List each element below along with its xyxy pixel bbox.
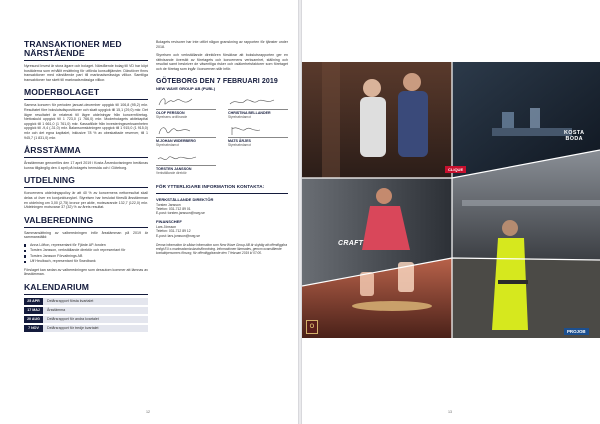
contact-email: E-post: lars.jonsson@nwg.se: [156, 233, 200, 238]
list-item: Ulf Heulbach, representant för Swedbank: [24, 259, 148, 264]
heading-contact: FÖR YTTERLIGARE INFORMATION KONTAKTA:: [156, 183, 265, 189]
signature-row: [156, 123, 288, 147]
divider: [24, 227, 148, 228]
list-item: Anna Löfton, representant för Fjärde AP-fonden: [24, 243, 148, 248]
text-utdelning: Koncernens utdelningspolicy är att 40 % av koncernens nettoresultat skall delas ut över en konjunkturcykel. Styrelsen har beslutat föreslå årsstämman en utdelning om 3,00 (2,75) kronor per aktie, motsvarande 132,7 (122,0) mkr. Utdelningen motsvarar 37 (32) % av årets resultat.: [24, 191, 148, 210]
signature-block: M.JOHAN WIDERBERG Styrelseledamot: [156, 123, 216, 147]
bullet-square-icon: [24, 244, 26, 246]
signature-block: MATS ÅRJES Styrelseledamot: [228, 123, 288, 147]
calendar-date: 17 MAJ: [24, 307, 43, 314]
left-page: [0, 0, 298, 424]
text-arsstamma: Årsstämman genomförs den 17 april 2019 i Kosta Årsredovisningen beräknas kunna tillgänglig den 4 april på bolagets hemsida och i Göteborg.: [24, 161, 148, 170]
signature-icon: [156, 123, 206, 137]
calendar-event: Delårsrapport för tredje kvartalet: [43, 325, 148, 332]
contact-name: Torsten Jansson: [156, 202, 181, 207]
calendar-date: 7 NOV: [24, 325, 43, 332]
heading-valberedning: VALBEREDNING: [24, 214, 94, 225]
divider: [24, 157, 148, 158]
divider: [156, 193, 288, 194]
contact-heading: VERKSTÄLLANDE DIREKTÖR: [156, 196, 214, 202]
calendar-date: 25 APR: [24, 298, 43, 305]
signature-icon: [156, 95, 206, 109]
brand-photo-collage: [302, 0, 600, 424]
logo-projob: PROJOB: [564, 328, 589, 335]
signature-icon: [156, 151, 206, 165]
calendar-event: Delårsrapport för andra kvartalet: [43, 316, 148, 323]
left-column: [24, 40, 148, 338]
heading-utdelning: UTDELNING: [24, 175, 76, 186]
signature-block: CHRISTINA BELLANDER Styrelseledamot: [228, 95, 288, 119]
right-column: [156, 40, 288, 256]
section-kalendarium: [24, 283, 148, 332]
signature-icon: [228, 95, 278, 109]
bullet-square-icon: [24, 250, 26, 252]
divider: [24, 99, 148, 100]
signature-block: TORSTEN JANSSON Verkställande direktör: [156, 151, 216, 175]
heading-kalendarium: KALENDARIUM: [24, 281, 90, 292]
page-number: 13: [448, 410, 452, 414]
signature-block: OLOF PERSSON Styrelsens ordförande: [156, 95, 216, 119]
logo-kosta-boda: KOSTA BODA: [564, 130, 585, 142]
section-arsstamma: [24, 146, 148, 170]
calendar-row: [24, 298, 148, 305]
logo-craft: CRAFT: [338, 240, 364, 247]
contact-email: E-post: torsten.jansson@nwg.se: [156, 211, 205, 216]
text-revisorer: Bolagets revisorer har inte utfört någon granskning av rapporten för tjänster under 2018.: [156, 40, 288, 49]
contact-section: [156, 183, 288, 256]
contact-name: Lars Jönsson: [156, 224, 177, 229]
signature-row: [156, 95, 288, 119]
contact-heading: FINANSCHEF: [156, 218, 182, 224]
contact-phone: Telefon: 031-712 89 01: [156, 206, 191, 211]
section-valberedning: [24, 216, 148, 277]
signature-row: [156, 151, 288, 175]
contact-phone: Telefon: 031-712 89 12: [156, 229, 191, 234]
text-styrelsen: Styrelsen och verkställande direktören försäkrar att bokslutsrapporten ger en rättvisande översikt av företagets och koncernens verksamhet, ställning och resultat samt beskriver de väsentliga risker och osäkerhetsfaktorer som företaget och de företag som ingår i koncernen står inför.: [156, 53, 288, 71]
page-number: 12: [146, 410, 150, 414]
calendar-row: [24, 316, 148, 323]
divider: [24, 60, 148, 61]
section-transaktioner: [24, 40, 148, 82]
calendar-event: Delårsrapport första kvartalet: [43, 298, 148, 305]
section-moderbolaget: [24, 88, 148, 140]
divider: [24, 294, 148, 295]
valberedning-list: [24, 243, 148, 265]
calendar-row: [24, 325, 148, 332]
heading-signing: GÖTEBORG DEN 7 FEBRUARI 2019: [156, 77, 278, 85]
calendar-row: [24, 307, 148, 314]
disclosure-note: Denna information är sådan information som New Wave Group AB är skyldig att offentliggöra enligt EU:s marknadsmissbruksförordning. Informationen lämnades, genom ovanstående kontaktpersoners försorg, för offentliggörande den 7 februari 2019 kl 07:00.: [156, 243, 288, 256]
company-name: NEW WAVE GROUP AB (PUBL): [156, 85, 216, 91]
calendar-date: 20 AUG: [24, 316, 43, 323]
text-transaktioner: Nyresund Invest är stora ägare och bolaget. Närstående bolag till VD har köpt bostäderna som erhållit ersättning för utförda konsulttjänster. Därutöver finns transaktioner med närstående part till marknadsmässiga villkor. Samtliga transaktioner har skett till marknadsmässiga villkor.: [24, 64, 148, 82]
text-valberedning-outro: Förslaget kan sedan av valberedningen som dessutom kommer att lämnas av årsstämman.: [24, 267, 148, 277]
bullet-square-icon: [24, 255, 26, 257]
divider: [24, 187, 148, 188]
bullet-square-icon: [24, 261, 26, 263]
section-utdelning: [24, 176, 148, 209]
heading-arsstamma: ÅRSSTÄMMA: [24, 145, 81, 156]
calendar-event: Årsstämma: [43, 307, 148, 314]
list-item: Torsten Jansson, verkställande direktör och representant för: [24, 248, 148, 253]
text-valberedning-intro: Sammansättning av valberedningen inför årsstämman på 2019 är sammanställd:: [24, 230, 148, 240]
list-item: Torsten Jansson Förvaltnings AB: [24, 254, 148, 259]
text-moderbolaget: Samma koncern för perioden januari-december uppgick till 106,8 (95,2) mkr. Resultatet före bokslutsdispositioner och skatt uppgick till 15,1 (29,0) mkr. Det lägre resultatet är relaterat till lägre utdelningar från koncernföretag. Nettoskuld uppgick till 1 723,0 (1 766,0) mkr. Moderbolagets aktiekapital uppgick till 1 661,0 (1 761,0) mkr. Kassaflöde från investeringsverksamheten uppgick till -9,4 (-31,0) mkr. Balansomslutningen uppgick till 1 915,0 (1 915,0) mkr och det egna kapitalet, inklusive 78 % av obeskattade reserver, till 1 945,7 (1 831,0) mkr.: [24, 103, 148, 140]
signature-icon: [228, 123, 278, 137]
logo-orrefors: O: [306, 320, 318, 334]
heading-moderbolaget: MODERBOLAGET: [24, 87, 100, 98]
logo-clique: CLIQUE: [445, 166, 466, 173]
right-page: [302, 0, 600, 424]
heading-transaktioner: TRANSAKTIONER MED NÄRSTÅENDE: [24, 39, 122, 58]
